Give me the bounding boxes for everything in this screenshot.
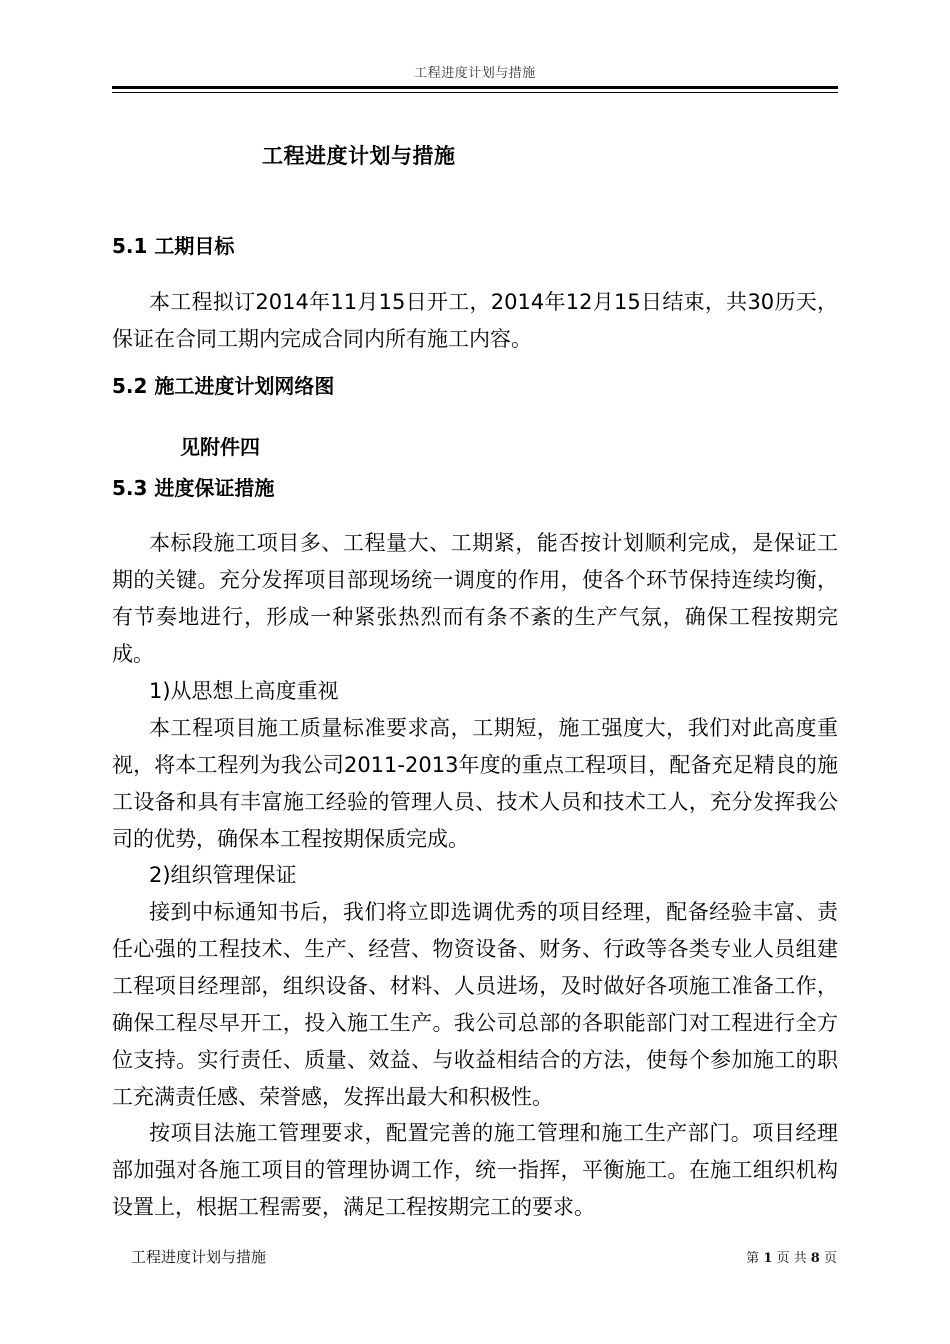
item-2-text-continued: 按项目法施工管理要求，配置完善的施工管理和施工生产部门。项目经理部加强对各施工项目的管理协调工作，统一指挥，平衡施工。在施工组织机构设置上，根据工程需要，满足工程按期完工的要求。 xyxy=(112,1121,838,1219)
section-5-3-heading: 5.3 进度保证措施 xyxy=(112,476,275,500)
page-number xyxy=(746,1247,837,1266)
section-5-1-heading: 5.1 工期目标 xyxy=(112,234,235,258)
document-title: 工程进度计划与措施 xyxy=(262,144,456,168)
item-2-title: 2)组织管理保证 xyxy=(149,863,297,887)
running-footer: 工程进度计划与措施 xyxy=(131,1248,267,1266)
section-5-1-paragraph: 本工程拟订2014年11月15日开工，2014年12月15日结束，共30历天，保证在合同工期内完成合同内所有施工内容。 xyxy=(112,290,838,351)
item-2-text: 接到中标通知书后，我们将立即选调优秀的项目经理，配备经验丰富、责任心强的工程技术、生产、经营、物资设备、财务、行政等各类专业人员组建工程项目经理部，组织设备、材料、人员进场，及时做好各项施工准备工作，确保工程尽早开工，投入施工生产。我公司总部的各职能部门对工程进行全方位支持。实行责任、质量、效益、与收益相结合的方法，使每个参加施工的职工充满责任感、荣誉感，发挥出最大和积极性。 xyxy=(112,900,838,1109)
section-5-2-note: 见附件四 xyxy=(180,435,260,459)
header-rule-thick xyxy=(112,86,838,89)
item-1-text: 本工程项目施工质量标准要求高，工期短，施工强度大，我们对此高度重视，将本工程列为我公司2011-2013年度的重点工程项目，配备充足精良的施工设备和具有丰富施工经验的管理人员、技术人员和技术工人，充分发挥我公司的优势，确保本工程按期保质完成。 xyxy=(112,716,838,851)
section-5-3-intro: 本标段施工项目多、工程量大、工期紧，能否按计划顺利完成，是保证工期的关键。充分发挥项目部现场统一调度的作用，使各个环节保持连续均衡，有节奏地进行，形成一种紧张热烈而有条不紊的生产气氛，确保工程按期完成。 xyxy=(112,531,838,666)
page-number-suffix: 页 xyxy=(823,1251,837,1266)
running-header: 工程进度计划与措施 xyxy=(414,66,536,81)
item-1-title: 1)从思想上高度重视 xyxy=(149,679,339,703)
page-number-total: 8 xyxy=(810,1251,820,1266)
header-rule-thin xyxy=(112,92,838,93)
page-number-current: 1 xyxy=(763,1251,773,1266)
page-number-middle: 页 共 xyxy=(776,1251,807,1266)
section-5-2-heading: 5.2 施工进度计划网络图 xyxy=(112,374,335,398)
page-number-prefix: 第 xyxy=(746,1251,760,1266)
